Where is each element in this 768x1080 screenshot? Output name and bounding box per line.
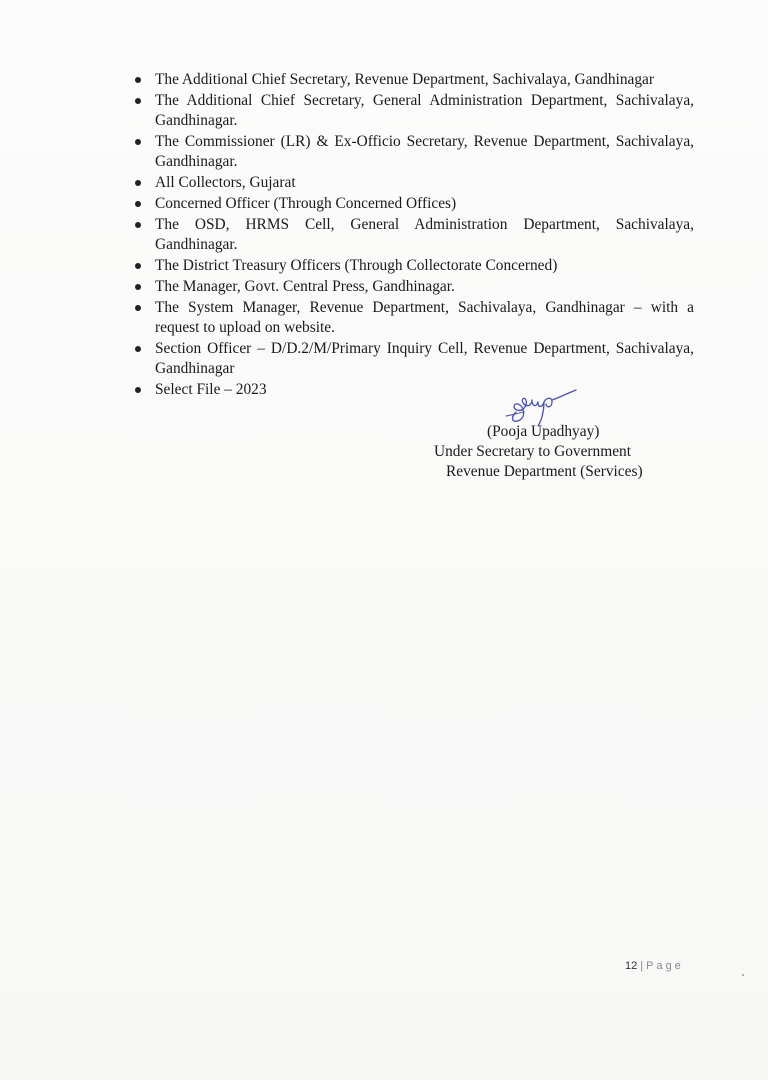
list-item-text: Concerned Officer (Through Concerned Offices): [155, 195, 457, 212]
bullet-icon: [135, 305, 141, 311]
list-item-text: The Commissioner (LR) & Ex-Officio Secretary, Revenue Department, Sachivalaya, Gandhinagar.: [155, 133, 694, 170]
list-item-text: Select File – 2023: [155, 381, 267, 398]
signer-department: Revenue Department (Services): [446, 463, 643, 480]
bullet-icon: [135, 263, 141, 269]
bullet-icon: [135, 77, 141, 83]
list-item: [132, 173, 694, 193]
page-label: Page: [646, 960, 684, 972]
bullet-icon: [135, 284, 141, 290]
page-footer: [625, 960, 684, 972]
page-separator: |: [640, 960, 644, 972]
list-item: [132, 194, 694, 214]
bullet-icon: [135, 387, 141, 393]
signer-name: (Pooja Upadhyay): [487, 423, 600, 440]
scan-speck: [742, 974, 744, 976]
list-item: [132, 380, 694, 400]
list-item: [132, 215, 694, 255]
bullet-icon: [135, 98, 141, 104]
bullet-icon: [135, 139, 141, 145]
list-item: [132, 277, 694, 297]
bullet-icon: [135, 222, 141, 228]
list-item: [132, 256, 694, 276]
list-item: [132, 132, 694, 172]
list-item: [132, 298, 694, 338]
list-item-text: The System Manager, Revenue Department, Sachivalaya, Gandhinagar – with a request to upload on website.: [155, 299, 694, 336]
list-item-text: The Manager, Govt. Central Press, Gandhinagar.: [155, 278, 455, 295]
list-item-text: The OSD, HRMS Cell, General Administration Department, Sachivalaya, Gandhinagar.: [155, 216, 694, 253]
list-item: [132, 70, 694, 90]
signer-title: Under Secretary to Government: [434, 443, 632, 460]
list-item: [132, 91, 694, 131]
list-item-text: The Additional Chief Secretary, General Administration Department, Sachivalaya, Gandhinagar.: [155, 92, 694, 129]
list-item-text: All Collectors, Gujarat: [155, 174, 296, 191]
distribution-list: [132, 70, 694, 401]
list-item-text: Section Officer – D/D.2/M/Primary Inquiry Cell, Revenue Department, Sachivalaya, Gandhinagar: [155, 340, 694, 377]
list-item-text: The Additional Chief Secretary, Revenue Department, Sachivalaya, Gandhinagar: [155, 71, 655, 88]
list-item-text: The District Treasury Officers (Through Collectorate Concerned): [155, 257, 558, 274]
list-item: [132, 339, 694, 379]
bullet-icon: [135, 201, 141, 207]
bullet-icon: [135, 346, 141, 352]
bullet-icon: [135, 180, 141, 186]
page-number: 12: [625, 960, 638, 972]
